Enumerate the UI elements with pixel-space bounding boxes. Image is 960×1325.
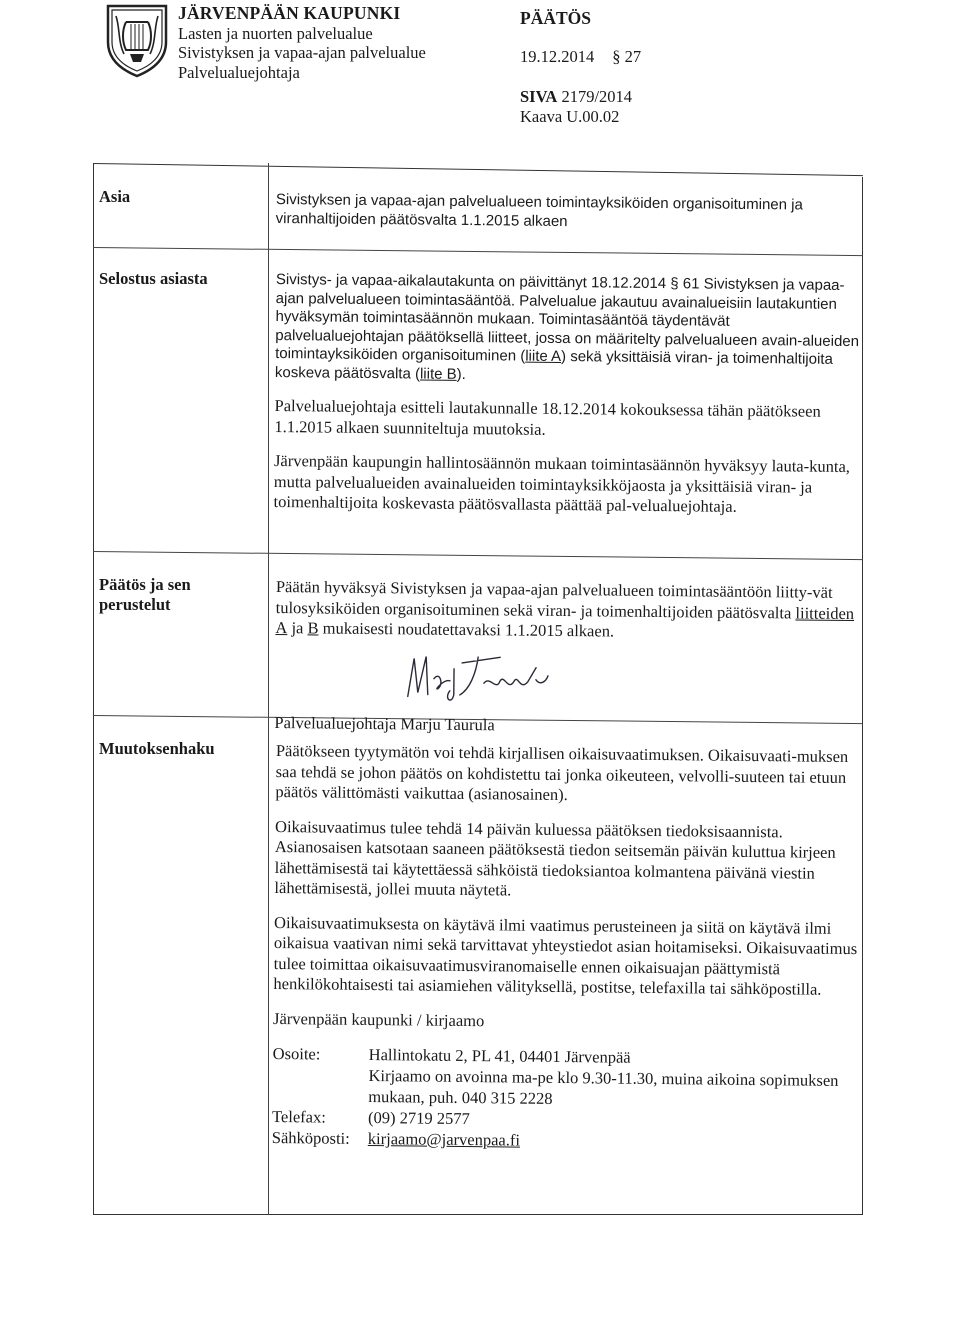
opening-hours: Kirjaamo on avoinna ma-pe klo 9.30-11.30, muina aikoina sopimuksen mukaan, puh. 040 315 2228 xyxy=(368,1065,839,1108)
attachment-b-link[interactable]: B xyxy=(307,618,319,638)
appeal-content-paragraph: Oikaisuvaatimuksesta on käytävä ilmi vaatimus perusteineen ja siitä on käytävä ilmi oikaisua vaativan nimi sekä tarvittavat yhteystiedot asian hoitamiseksi. Oikaisuvaatimus tulee toimittaa oikaisuvaatimusviranomaiselle ennen oikaisuajan päättymistä henkilökohtaisesti tai asiamiehen välityksellä, postitse, telefaxilla tai sähköpostilla. xyxy=(273,912,858,999)
address-label: Osoite: xyxy=(272,1043,321,1064)
organization-block xyxy=(178,4,426,82)
city-coat-of-arms xyxy=(104,2,170,78)
archive-code: Kaava U.00.02 xyxy=(520,107,620,126)
section-number: § 27 xyxy=(612,47,642,66)
description-text xyxy=(273,271,861,533)
reference-code: SIVA xyxy=(520,87,558,106)
paragraph-text: ) sekä yksittäisiä viran- ja toimenhaltijoita koskeva päätösvalta ( xyxy=(274,347,833,383)
row-divider xyxy=(93,247,863,256)
document-type: PÄÄTÖS xyxy=(520,8,591,28)
fax-label: Telefax: xyxy=(271,1106,326,1127)
appeal-label: Muutoksenhaku xyxy=(99,739,215,758)
form-top-border xyxy=(93,163,863,176)
label-column-divider xyxy=(268,163,269,1215)
subject-paragraph: Sivistyksen ja vapaa-ajan palvelualueen toimintayksiköiden organisoituminen ja viranhaltijoiden päätösvalta 1.1.2015 alkaen xyxy=(275,191,803,230)
presentation-paragraph: Palvelualuejohtaja esitteli lautakunnalle 18.12.2014 kokouksessa tähän päätökseen 1.1.2015 alkaen suunniteltuja muutoksia. xyxy=(274,395,821,439)
paragraph-text: Sivistys- ja vapaa-aikalautakunta on päivittänyt 18.12.2014 § 61 Sivistyksen ja vapaa-ajan palvelualueen toimintasääntöä. Palvelualue jakautuu avainalueisiin lautakuntien hyväksymän toimintasäännön mukaan. Toimintasääntöä täydentävät palvelualuejohtajan päätöksellä liitteet, jossa on määritelty palvelualueen avain-alueiden toimintayksiköiden organisoituminen ( xyxy=(275,271,860,365)
email-link[interactable]: kirjaamo@jarvenpaa.fi xyxy=(367,1128,521,1150)
reference-number: 2179/2014 xyxy=(561,87,633,106)
attachment-b-link[interactable]: liite B xyxy=(419,365,457,383)
org-role: Palvelualuejohtaja xyxy=(178,62,300,82)
contact-details xyxy=(272,1043,858,1154)
paragraph-text: ). xyxy=(456,365,466,383)
email-label: Sähköposti: xyxy=(271,1127,350,1148)
form-right-border xyxy=(862,177,863,1215)
attachments-a-link[interactable]: liitteiden A xyxy=(275,602,855,638)
form-left-border xyxy=(93,163,94,1215)
rules-paragraph: Järvenpään kaupungin hallintosäännön mukaan toimintasäännön hyväksyy lauta-kunta, mutta palvelualueiden avainalueiden toimintayksikköjaosta ja yksittäisiä viran- ja toimenhaltijoita koskevasta päätösvallasta päättää pal-velualuejohtaja. xyxy=(273,450,851,516)
decision-label-line: Päätös ja sen xyxy=(99,575,191,594)
handwritten-signature xyxy=(400,648,601,710)
description-label: Selostus asiasta xyxy=(99,269,208,288)
address-value xyxy=(368,1044,858,1112)
form-bottom-border xyxy=(93,1214,863,1215)
subject-text xyxy=(275,191,861,248)
paragraph-text: mukaisesti noudatettavaksi 1.1.2015 alkaen. xyxy=(318,618,615,641)
signer-title: Palvelualuejohtaja xyxy=(274,712,397,733)
description-paragraph xyxy=(275,271,861,388)
row-divider xyxy=(93,551,863,560)
decision-text xyxy=(274,577,861,753)
decision-label-line: perustelut xyxy=(99,595,171,614)
document-info xyxy=(520,8,641,127)
address-line: Hallintokatu 2, PL 41, 04401 Järvenpää xyxy=(368,1044,631,1067)
decision-date: 19.12.2014 xyxy=(520,47,595,66)
date-line xyxy=(520,47,641,67)
attachment-a-link[interactable]: liite A xyxy=(525,347,562,365)
org-unit: Sivistyksen ja vapaa-ajan palvelualue xyxy=(178,43,426,62)
signer-name: Marju Taurula xyxy=(400,713,495,734)
decision-paragraph xyxy=(275,577,861,645)
appeal-paragraph: Päätökseen tyytymätön voi tehdä kirjallisen oikaisuvaatimuksen. Oikaisuvaati-muksen saa tehdä se johon päätös on kohdistettu tai jonka oikeuteen, velvolli-suuteen tai etuun päätös välittömästi vaikuttaa (asianosainen). xyxy=(275,741,849,805)
reference-line xyxy=(520,87,641,107)
org-division: Lasten ja nuorten palvelualue xyxy=(178,23,373,43)
paragraph-text: ja xyxy=(287,618,308,638)
decision-form xyxy=(93,163,863,1215)
org-name: JÄRVENPÄÄN KAUPUNKI xyxy=(178,3,401,23)
appeal-text xyxy=(272,741,861,1154)
fax-number: (09) 2719 2577 xyxy=(367,1107,470,1129)
paragraph-text: Päätän hyväksyä Sivistyksen ja vapaa-ajan palvelualueen toimintasääntöön liitty-vät tulosyksiköiden organisoituminen sekä viran- ja toimenhaltijoiden päätösvalta xyxy=(275,577,833,622)
recipient-line: Järvenpään kaupunki / kirjaamo xyxy=(272,1008,485,1030)
signature-area xyxy=(275,652,861,718)
decision-label xyxy=(99,575,191,615)
appeal-deadline-paragraph: Oikaisuvaatimus tulee tehdä 14 päivän kuluessa päätöksen tiedoksisaannista. Asianosaisen katsotaan saaneen päätöksestä tiedon seitsemän päivän kuluttua kirjeen lähettämisestä tai käytettäessä sähköistä tiedoksiantoa kolmantena päivänä viestin lähettämisestä, jollei muuta näytetä. xyxy=(274,816,836,900)
subject-label: Asia xyxy=(99,187,131,206)
